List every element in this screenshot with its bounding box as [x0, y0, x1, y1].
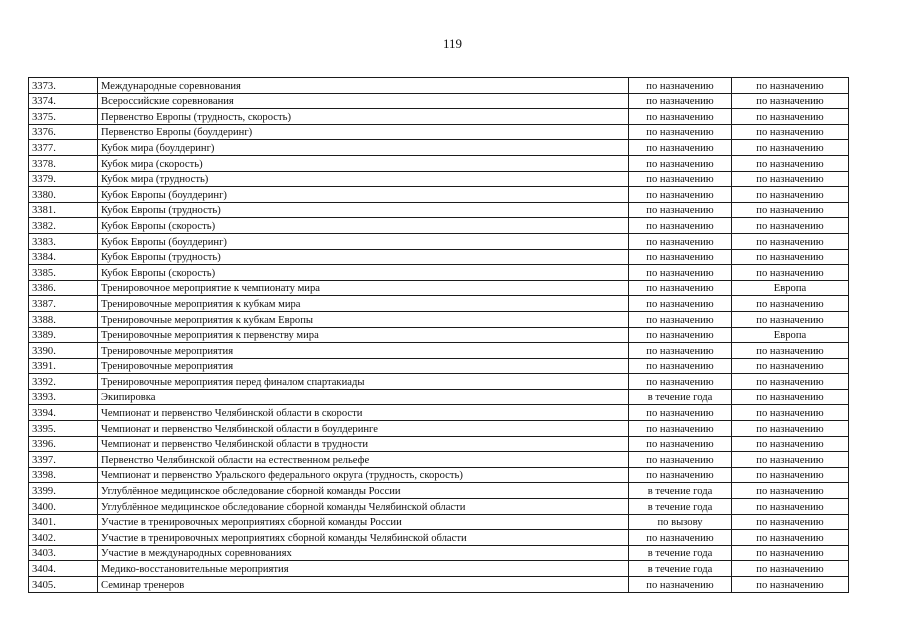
- event-venue: по назначению: [732, 343, 849, 359]
- row-number: 3392.: [29, 374, 98, 390]
- table-row: [29, 436, 849, 452]
- event-venue: по назначению: [732, 311, 849, 327]
- event-term: по назначению: [629, 296, 732, 312]
- event-term: по вызову: [629, 514, 732, 530]
- event-venue: по назначению: [732, 78, 849, 94]
- event-venue: по назначению: [732, 545, 849, 561]
- event-venue: по назначению: [732, 187, 849, 203]
- table-row: [29, 327, 849, 343]
- page-number: 119: [442, 36, 463, 51]
- table-row: [29, 545, 849, 561]
- row-number: 3389.: [29, 327, 98, 343]
- event-venue: по назначению: [732, 530, 849, 546]
- event-name: Первенство Европы (трудность, скорость): [98, 109, 629, 125]
- table-row: [29, 389, 849, 405]
- event-term: в течение года: [629, 561, 732, 577]
- event-venue: по назначению: [732, 374, 849, 390]
- event-venue: по назначению: [732, 249, 849, 265]
- table-row: [29, 530, 849, 546]
- event-name: Чемпионат и первенство Челябинской области в трудности: [98, 436, 629, 452]
- event-term: по назначению: [629, 421, 732, 437]
- event-venue: по назначению: [732, 171, 849, 187]
- event-name: Кубок Европы (боулдеринг): [98, 233, 629, 249]
- row-number: 3405.: [29, 577, 98, 593]
- event-name: Первенство Европы (боулдеринг): [98, 124, 629, 140]
- event-term: по назначению: [629, 171, 732, 187]
- event-term: по назначению: [629, 467, 732, 483]
- event-term: по назначению: [629, 405, 732, 421]
- row-number: 3395.: [29, 421, 98, 437]
- event-name: Первенство Челябинской области на естественном рельефе: [98, 452, 629, 468]
- event-name: Чемпионат и первенство Челябинской области в боулдеринге: [98, 421, 629, 437]
- table-row: [29, 577, 849, 593]
- event-venue: по назначению: [732, 405, 849, 421]
- event-venue: по назначению: [732, 296, 849, 312]
- table-row: [29, 358, 849, 374]
- row-number: 3382.: [29, 218, 98, 234]
- event-name: Кубок мира (боулдеринг): [98, 140, 629, 156]
- table-row: [29, 421, 849, 437]
- table-row: [29, 233, 849, 249]
- row-number: 3394.: [29, 405, 98, 421]
- event-term: в течение года: [629, 389, 732, 405]
- row-number: 3399.: [29, 483, 98, 499]
- event-term: по назначению: [629, 452, 732, 468]
- event-term: по назначению: [629, 233, 732, 249]
- row-number: 3384.: [29, 249, 98, 265]
- table-row: [29, 93, 849, 109]
- events-table-body: [29, 78, 849, 593]
- event-venue: по назначению: [732, 93, 849, 109]
- event-term: по назначению: [629, 93, 732, 109]
- event-name: Семинар тренеров: [98, 577, 629, 593]
- event-term: по назначению: [629, 577, 732, 593]
- table-row: [29, 155, 849, 171]
- table-row: [29, 187, 849, 203]
- event-name: Кубок мира (скорость): [98, 155, 629, 171]
- row-number: 3404.: [29, 561, 98, 577]
- event-name: Кубок Европы (трудность): [98, 249, 629, 265]
- row-number: 3391.: [29, 358, 98, 374]
- table-row: [29, 78, 849, 94]
- event-term: по назначению: [629, 187, 732, 203]
- event-venue: по назначению: [732, 452, 849, 468]
- event-term: по назначению: [629, 327, 732, 343]
- event-name: Медико-восстановительные мероприятия: [98, 561, 629, 577]
- table-row: [29, 109, 849, 125]
- event-venue: по назначению: [732, 233, 849, 249]
- table-row: [29, 249, 849, 265]
- row-number: 3402.: [29, 530, 98, 546]
- row-number: 3401.: [29, 514, 98, 530]
- event-name: Экипировка: [98, 389, 629, 405]
- table-row: [29, 561, 849, 577]
- event-name: Всероссийские соревнования: [98, 93, 629, 109]
- event-venue: по назначению: [732, 109, 849, 125]
- event-name: Кубок Европы (трудность): [98, 202, 629, 218]
- table-row: [29, 171, 849, 187]
- event-name: Участие в тренировочных мероприятиях сборной команды России: [98, 514, 629, 530]
- row-number: 3385.: [29, 265, 98, 281]
- table-row: [29, 124, 849, 140]
- row-number: 3400.: [29, 499, 98, 515]
- event-venue: по назначению: [732, 436, 849, 452]
- table-row: [29, 296, 849, 312]
- row-number: 3383.: [29, 233, 98, 249]
- row-number: 3390.: [29, 343, 98, 359]
- table-row: [29, 374, 849, 390]
- event-term: по назначению: [629, 436, 732, 452]
- event-term: по назначению: [629, 280, 732, 296]
- event-term: в течение года: [629, 483, 732, 499]
- event-venue: по назначению: [732, 124, 849, 140]
- event-name: Кубок Европы (боулдеринг): [98, 187, 629, 203]
- event-term: по назначению: [629, 202, 732, 218]
- row-number: 3378.: [29, 155, 98, 171]
- event-term: по назначению: [629, 155, 732, 171]
- event-term: по назначению: [629, 530, 732, 546]
- table-row: [29, 452, 849, 468]
- table-row: [29, 140, 849, 156]
- table-row: [29, 499, 849, 515]
- event-venue: по назначению: [732, 499, 849, 515]
- row-number: 3379.: [29, 171, 98, 187]
- event-name: Тренировочные мероприятия: [98, 343, 629, 359]
- event-name: Кубок Европы (скорость): [98, 265, 629, 281]
- event-venue: Европа: [732, 327, 849, 343]
- event-term: по назначению: [629, 124, 732, 140]
- event-name: Чемпионат и первенство Уральского федерального округа (трудность, скорость): [98, 467, 629, 483]
- event-name: Кубок мира (трудность): [98, 171, 629, 187]
- table-row: [29, 467, 849, 483]
- event-name: Тренировочные мероприятия к кубкам мира: [98, 296, 629, 312]
- row-number: 3398.: [29, 467, 98, 483]
- row-number: 3376.: [29, 124, 98, 140]
- event-venue: по назначению: [732, 218, 849, 234]
- event-term: по назначению: [629, 78, 732, 94]
- event-venue: по назначению: [732, 202, 849, 218]
- row-number: 3386.: [29, 280, 98, 296]
- event-venue: по назначению: [732, 467, 849, 483]
- event-term: по назначению: [629, 311, 732, 327]
- event-term: по назначению: [629, 109, 732, 125]
- event-venue: по назначению: [732, 265, 849, 281]
- table-row: [29, 280, 849, 296]
- event-name: Тренировочные мероприятия к кубкам Европы: [98, 311, 629, 327]
- row-number: 3388.: [29, 311, 98, 327]
- row-number: 3387.: [29, 296, 98, 312]
- event-name: Тренировочные мероприятия к первенству мира: [98, 327, 629, 343]
- event-venue: по назначению: [732, 155, 849, 171]
- row-number: 3396.: [29, 436, 98, 452]
- event-venue: по назначению: [732, 358, 849, 374]
- event-venue: по назначению: [732, 577, 849, 593]
- row-number: 3380.: [29, 187, 98, 203]
- event-term: по назначению: [629, 249, 732, 265]
- event-term: по назначению: [629, 218, 732, 234]
- event-name: Чемпионат и первенство Челябинской области в скорости: [98, 405, 629, 421]
- event-term: по назначению: [629, 358, 732, 374]
- row-number: 3377.: [29, 140, 98, 156]
- table-row: [29, 311, 849, 327]
- row-number: 3381.: [29, 202, 98, 218]
- event-venue: по назначению: [732, 514, 849, 530]
- event-term: в течение года: [629, 545, 732, 561]
- table-row: [29, 483, 849, 499]
- table-row: [29, 218, 849, 234]
- table-row: [29, 265, 849, 281]
- event-term: по назначению: [629, 140, 732, 156]
- table-row: [29, 343, 849, 359]
- row-number: 3373.: [29, 78, 98, 94]
- event-venue: Европа: [732, 280, 849, 296]
- event-term: по назначению: [629, 343, 732, 359]
- event-venue: по назначению: [732, 561, 849, 577]
- row-number: 3374.: [29, 93, 98, 109]
- event-venue: по назначению: [732, 389, 849, 405]
- row-number: 3375.: [29, 109, 98, 125]
- event-term: в течение года: [629, 499, 732, 515]
- event-venue: по назначению: [732, 140, 849, 156]
- table-row: [29, 514, 849, 530]
- event-name: Участие в тренировочных мероприятиях сборной команды Челябинской области: [98, 530, 629, 546]
- event-venue: по назначению: [732, 421, 849, 437]
- row-number: 3403.: [29, 545, 98, 561]
- row-number: 3397.: [29, 452, 98, 468]
- event-name: Международные соревнования: [98, 78, 629, 94]
- event-name: Кубок Европы (скорость): [98, 218, 629, 234]
- row-number: 3393.: [29, 389, 98, 405]
- event-name: Тренировочные мероприятия перед финалом спартакиады: [98, 374, 629, 390]
- events-table: [28, 77, 849, 593]
- event-name: Углублённое медицинское обследование сборной команды России: [98, 483, 629, 499]
- event-term: по назначению: [629, 265, 732, 281]
- event-name: Тренировочное мероприятие к чемпионату мира: [98, 280, 629, 296]
- event-venue: по назначению: [732, 483, 849, 499]
- event-name: Участие в международных соревнованиях: [98, 545, 629, 561]
- event-name: Углублённое медицинское обследование сборной команды Челябинской области: [98, 499, 629, 515]
- table-row: [29, 202, 849, 218]
- table-row: [29, 405, 849, 421]
- event-name: Тренировочные мероприятия: [98, 358, 629, 374]
- event-term: по назначению: [629, 374, 732, 390]
